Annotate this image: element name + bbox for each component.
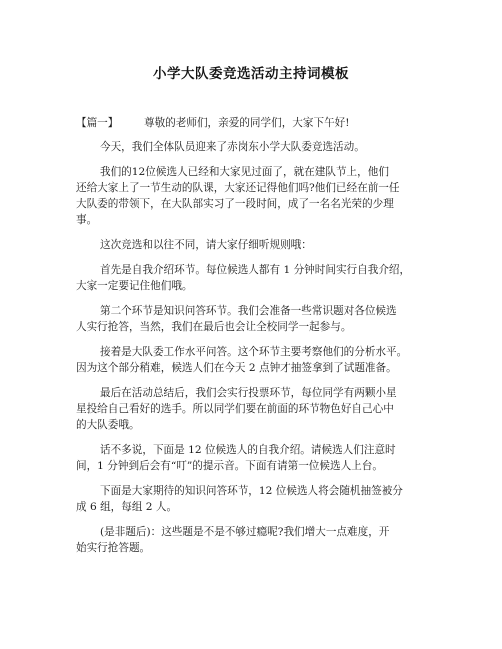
body-paragraph (76, 385, 436, 433)
paragraph-line: 这次竞选和以往不同，请大家仔细听规则哦： (100, 239, 312, 251)
paragraph-line: 成 6 组，每组 2 人。 (76, 501, 178, 513)
opening-line (76, 115, 436, 131)
paragraph-line: 大队委的带领下，在大队部实习了一段时间，成了一名名光荣的少理 (76, 198, 394, 210)
paragraph-line: 下面是大家期待的知识问答环节，12 位候选人将会随机抽签被分 (100, 485, 403, 497)
body-paragraph (76, 262, 436, 294)
paragraph-line: 话不多说，下面是 12 位候选人的自我介绍。请候选人们注意时 (100, 444, 396, 456)
paragraph-line: 还给大家上了一节生动的队课，大家还记得他们吗?他们已经在前一任 (76, 182, 400, 194)
document-title: 小学大队委竞选活动主持词模板 (153, 66, 349, 82)
paragraph-line: 最后在活动总结后，我们会实行投票环节，每位同学有两颗小星 (100, 387, 397, 399)
paragraph-line: 人实行抢答，当然，我们在最后也会让全校同学一起参与。 (76, 321, 352, 333)
paragraph-line: 第二个环节是知识问答环节。我们会准备一些常识题对各位候选 (100, 305, 397, 317)
paragraph-line: 大家一定要记住他们哦。 (76, 280, 193, 292)
paragraph-line: 今天，我们全体队员迎来了赤岗东小学大队委竞选活动。 (100, 141, 365, 153)
paragraph-line: (是非题后)：这些题是不是不够过瘾呢?我们增大一点难度，开 (100, 526, 390, 538)
paragraph-line: 我们的12位候选人已经和大家见过面了，就在建队节上，他们 (100, 166, 389, 178)
paragraph-list (76, 139, 436, 556)
section-tag: 【篇一】 (76, 117, 119, 129)
body-paragraph (76, 237, 436, 253)
paragraph-line: 的大队委哦。 (76, 419, 140, 431)
paragraph-line: 间，1 分钟到后会有“叮”的提示音。下面有请第一位候选人上台。 (76, 460, 383, 472)
body-paragraph (76, 442, 436, 474)
paragraph-line: 星投给自己看好的选手。所以同学们要在前面的环节物色好自己心中 (76, 403, 394, 415)
paragraph-line: 因为这个部分稍难，候选人们在今天 2 点钟才抽签拿到了试题准备。 (76, 362, 397, 374)
body-paragraph (76, 303, 436, 335)
body-paragraph (76, 344, 436, 376)
body-paragraph (76, 524, 436, 556)
body-paragraph (76, 483, 436, 515)
paragraph-line: 首先是自我介绍环节。每位候选人都有 1 分钟时间实行自我介绍， (100, 264, 411, 276)
opening-paragraph (76, 115, 436, 131)
body-paragraph (76, 139, 436, 155)
paragraph-line: 事。 (76, 214, 98, 226)
document-body (76, 115, 436, 565)
paragraph-line: 接着是大队委工作水平问答。这个环节主要考察他们的分析水平。 (100, 346, 408, 358)
paragraph-line: 始实行抢答题。 (76, 542, 151, 554)
opening-greeting: 尊敬的老师们，亲爱的同学们，大家下午好! (144, 117, 350, 129)
body-paragraph (76, 164, 436, 228)
